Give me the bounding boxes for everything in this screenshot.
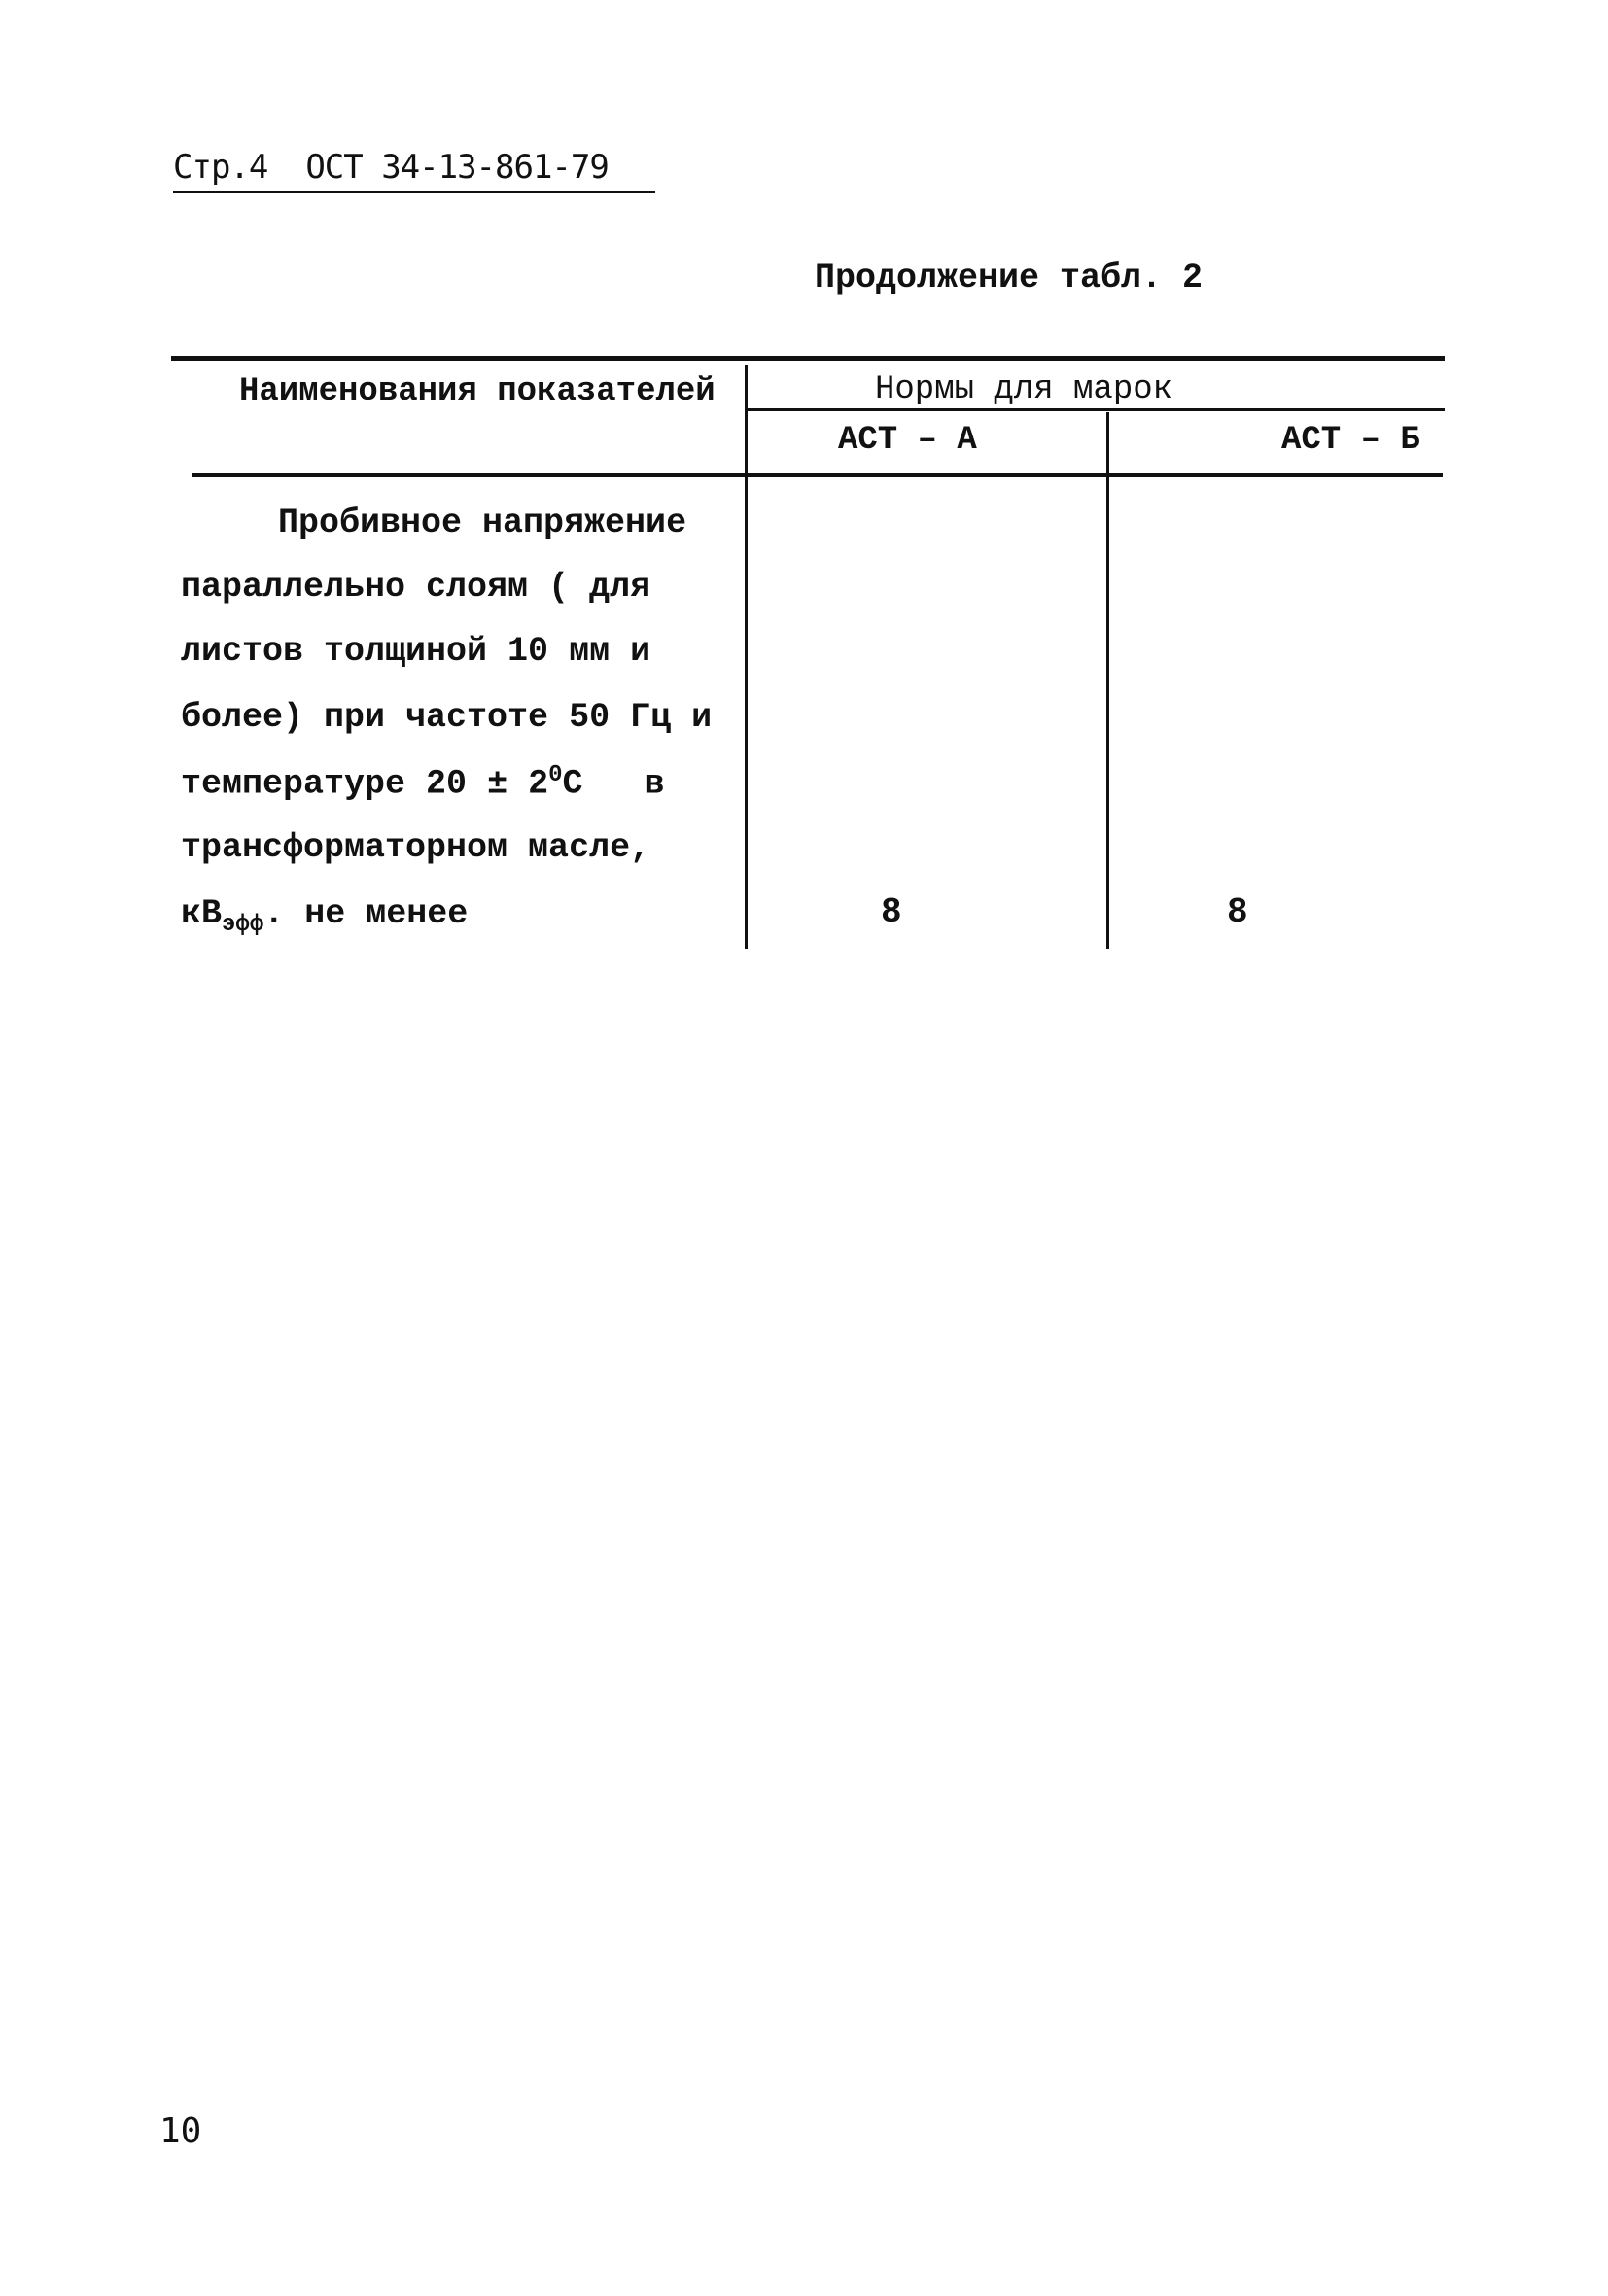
table-top-rule [171, 356, 1445, 361]
table-continuation-title: Продолжение табл. 2 [815, 259, 1204, 297]
parameter-line-2: параллельно слоям ( для [181, 568, 651, 607]
standard-number: ОСТ 34-13-861-79 [305, 148, 609, 187]
parameter-line-1: Пробивное напряжение [278, 504, 687, 542]
page-reference: Стр.4 [173, 148, 268, 187]
plus-minus: ± [487, 764, 508, 804]
degree-sign: 0 [548, 762, 563, 788]
temp-prefix: температуре 20 [181, 764, 488, 804]
parameter-line-4: более) при частоте 50 Гц и [181, 698, 713, 737]
parameter-name-header: Наименования показателей [239, 373, 716, 410]
unit-main: кВ [181, 894, 223, 933]
grade-b-header: АСТ – Б [1281, 422, 1420, 459]
parameter-line-6: трансформаторном масле, [181, 828, 651, 867]
parameter-line-3: листов толщиной 10 мм и [181, 632, 651, 671]
column-divider-1 [745, 365, 748, 949]
norms-header: Нормы для марок [875, 371, 1173, 408]
unit-subscript: эфф [222, 912, 264, 938]
header-bottom-rule [192, 473, 1443, 477]
column-divider-2 [1106, 412, 1109, 949]
unit-suffix: . не менее [263, 894, 469, 933]
norms-sub-rule [745, 408, 1445, 411]
temp-suffix: C в [562, 764, 665, 804]
header-underline [173, 191, 655, 193]
temp-value: 2 [507, 764, 549, 804]
parameter-line-7 [181, 894, 468, 938]
value-grade-b: 8 [1227, 892, 1248, 932]
grade-a-header: АСТ – А [838, 422, 977, 459]
document-header [173, 148, 609, 187]
parameter-line-5 [181, 762, 665, 804]
page-number: 10 [159, 2111, 202, 2151]
value-grade-a: 8 [881, 892, 902, 932]
